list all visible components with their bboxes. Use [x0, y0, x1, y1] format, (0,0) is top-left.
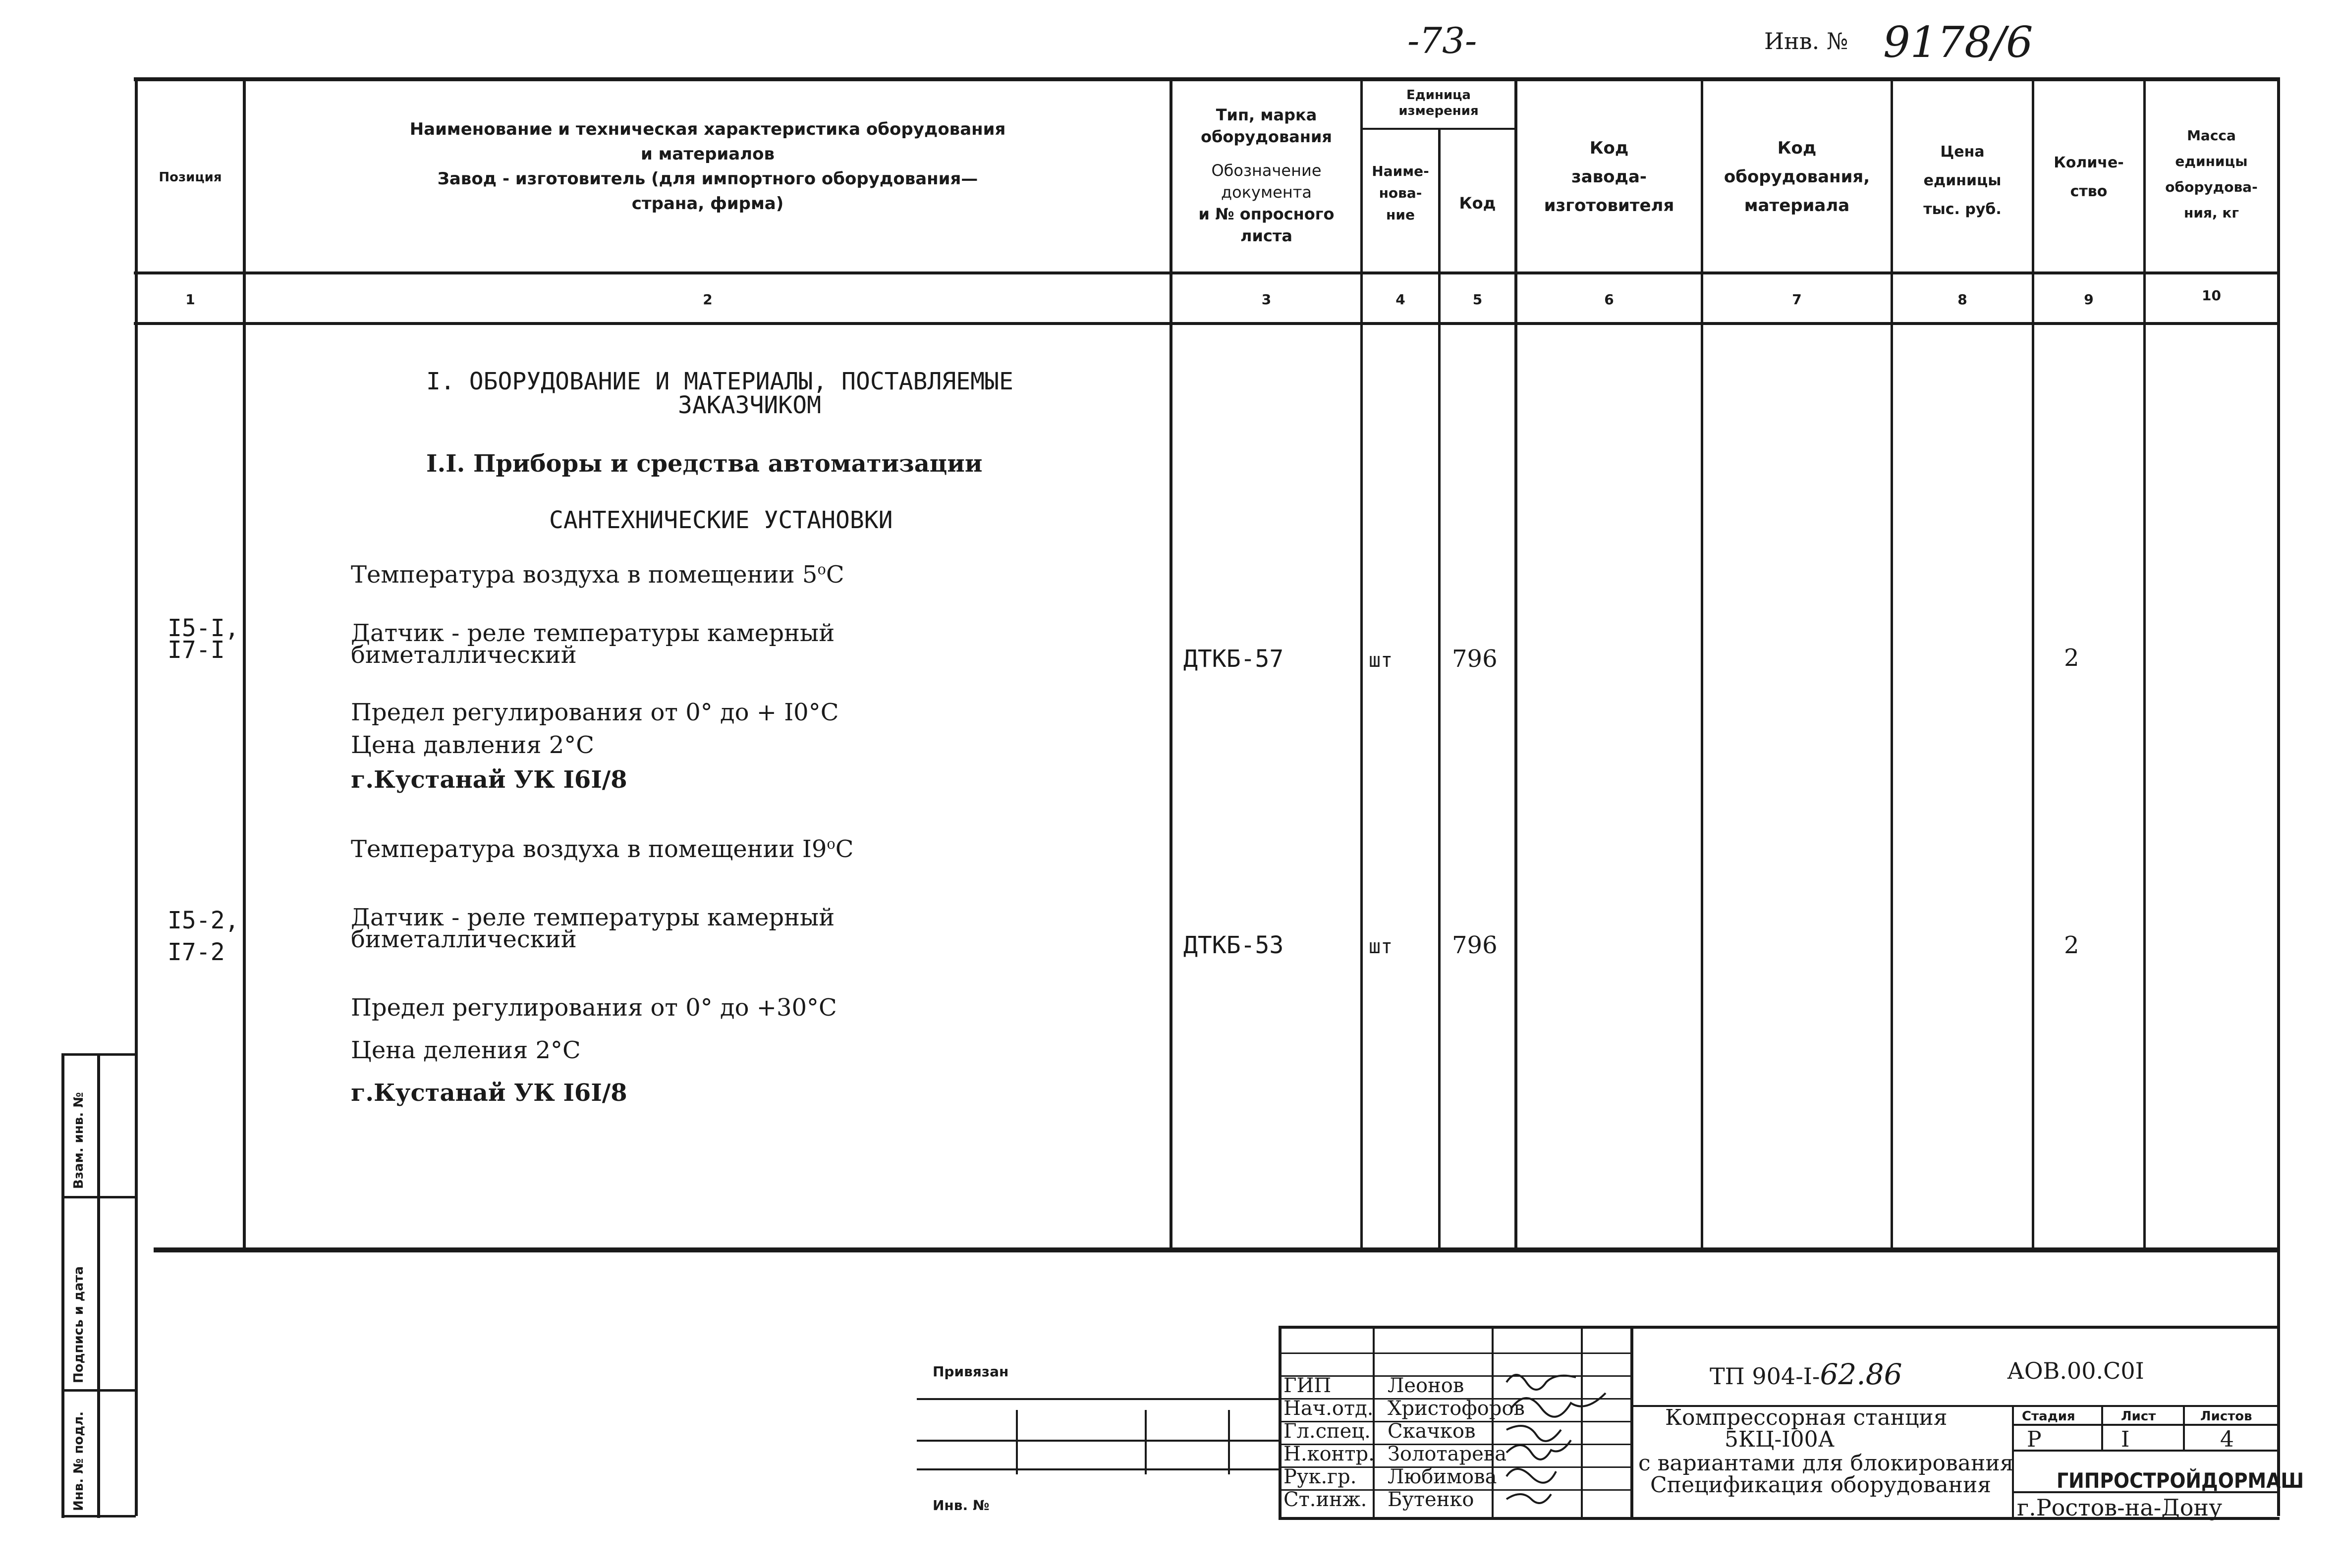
item2-condition: Температура воздуха в помещении I9$^o$С — [351, 835, 854, 863]
colnum-6: 6 — [1604, 291, 1614, 308]
sheets-value: 4 — [2220, 1427, 2234, 1452]
header-price: Цена единицы тыс. руб. — [1923, 143, 2002, 218]
sheet-value: I — [2121, 1427, 2130, 1452]
item1-unit: шт — [1369, 649, 1393, 672]
roles-column: ГИП Нач.отд. Гл.спец. Н.контр. Рук.гр. Ст.инж. — [1283, 1374, 1375, 1511]
header-unit-group: Единица измерения — [1398, 88, 1479, 118]
doc-code: ТП 904-I-62.86 — [1710, 1357, 1902, 1391]
margin-signature-date: Подпись и дата — [71, 1266, 86, 1383]
item1-unit-code: 796 — [1452, 645, 1498, 673]
header-equipment-code: Код оборудования, материала — [1724, 138, 1870, 216]
colnum-9: 9 — [2084, 291, 2094, 308]
title-line3: с вариантами для блокирования — [1638, 1451, 2014, 1476]
inv-no-label: Инв. № — [933, 1497, 990, 1514]
names-column: Леонов Христофоров Скачков Золотарева Любимова Бутенко — [1388, 1374, 1525, 1511]
item2-plant: г.Кустанай УК I6I/8 — [351, 1079, 627, 1107]
item2-unit: шт — [1369, 935, 1393, 958]
item2-name: Датчик - реле температуры камерный биметаллический — [351, 904, 835, 953]
inv-label: Инв. № — [1764, 28, 1848, 54]
item2-quantity: 2 — [2064, 931, 2079, 959]
header-plant-code: Код завода- изготовителя — [1544, 138, 1674, 216]
item2-type: ДТКБ-53 — [1183, 931, 1284, 959]
item2-spec-range: Предел регулирования от 0° до +30°С — [351, 994, 837, 1022]
stage-label: Стадия — [2022, 1409, 2075, 1424]
margin-replace-inv: Взам. инв. № — [71, 1092, 86, 1189]
sheets-label: Листов — [2200, 1409, 2252, 1424]
header-mass: Масса единицы оборудова- ния, кг — [2165, 127, 2258, 221]
title-line2: 5КЦ-I00А — [1725, 1427, 1835, 1452]
group-title: САНТЕХНИЧЕСКИЕ УСТАНОВКИ — [549, 506, 893, 534]
colnum-7: 7 — [1792, 291, 1802, 308]
margin-original-inv: Инв. № подл. — [71, 1411, 86, 1511]
colnum-5: 5 — [1472, 291, 1483, 308]
colnum-1: 1 — [185, 291, 195, 308]
header-unit-name: Наиме- нова- ние — [1372, 163, 1429, 223]
item1-name: Датчик - реле температуры камерный биметаллический — [351, 619, 835, 669]
stage-value: Р — [2027, 1427, 2042, 1452]
doc-mark: АОВ.00.С0I — [2007, 1357, 2144, 1384]
item1-quantity: 2 — [2064, 644, 2079, 672]
colnum-2: 2 — [703, 291, 713, 308]
header-name: Наименование и техническая характеристика оборудования и материалов Завод - изготовитель (для импортного оборудования— страна, фирма) — [409, 119, 1006, 214]
item2-position: I5-2, I7-2 — [167, 907, 239, 966]
item1-position: I5-I, I7-I — [167, 614, 239, 664]
item2-unit-code: 796 — [1452, 931, 1498, 959]
item1-spec-price: Цена давления 2°С — [351, 731, 595, 759]
header-unit-code: Код — [1459, 194, 1496, 213]
sheet-label: Лист — [2121, 1409, 2156, 1424]
org-name: ГИПРОСТРОЙДОРМАШ — [2057, 1468, 2304, 1493]
section-title-line2: ЗАКАЗЧИКОМ — [678, 391, 821, 419]
signatures-drawing — [1497, 1367, 1625, 1516]
colnum-3: 3 — [1261, 291, 1272, 308]
page-number: -73- — [1407, 20, 1477, 61]
title-line1: Компрессорная станция — [1665, 1405, 1948, 1430]
colnum-8: 8 — [1957, 291, 1967, 308]
inv-number: 9178/6 — [1883, 18, 2033, 67]
org-city: г.Ростов-на-Дону — [2017, 1494, 2223, 1521]
header-type: Тип, марка оборудования Обозначение документа и № опросного листа — [1198, 106, 1335, 245]
item1-plant: г.Кустанай УК I6I/8 — [351, 766, 627, 794]
item1-spec-range: Предел регулирования от 0° до + I0°С — [351, 699, 839, 726]
header-position: Позиция — [159, 170, 222, 185]
colnum-4: 4 — [1395, 291, 1405, 308]
item1-condition: Температура воздуха в помещении 5$^o$С — [351, 561, 844, 589]
header-quantity: Количе- ство — [2054, 154, 2124, 200]
subsection-title: I.I. Приборы и средства автоматизации — [426, 450, 983, 478]
item1-type: ДТКБ-57 — [1183, 645, 1284, 673]
colnum-10: 10 — [2202, 287, 2221, 304]
section-title-line1: I. ОБОРУДОВАНИЕ И МАТЕРИАЛЫ, ПОСТАВЛЯЕМЫЕ — [426, 368, 1013, 395]
privyazan-label: Привязан — [933, 1363, 1009, 1380]
item2-spec-division: Цена деления 2°С — [351, 1036, 581, 1064]
title-line4: Спецификация оборудования — [1650, 1472, 1992, 1498]
